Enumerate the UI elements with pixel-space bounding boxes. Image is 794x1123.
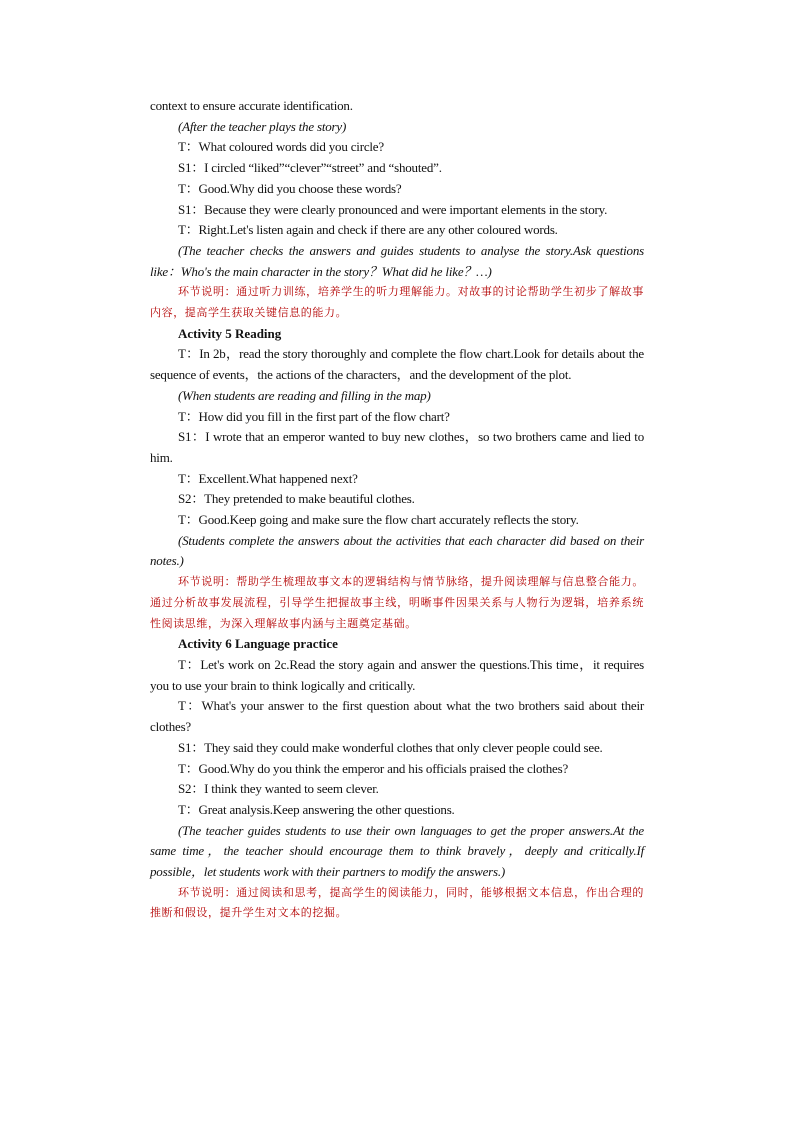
dialogue-line: S1：They said they could make wonderful clothes that only clever people could see. [178,739,603,755]
dialogue-line: T：Good.Why did you choose these words? [178,180,402,196]
dialogue-line: S2：They pretended to make beautiful clothes. [178,491,415,507]
activity-heading: Activity 5 Reading [178,325,282,341]
dialogue-line: T：Good.Keep going and make sure the flow chart accurately reflects the story. [178,512,579,528]
dialogue-line: S1：I wrote that an emperor wanted to buy new clothes，so two brothers came and lied to him. [150,429,644,465]
stage-direction: (Students complete the answers about the activities that each character did based on their notes.) [150,532,644,569]
dialogue-line: S1：Because they were clearly pronounced and were important elements in the story. [178,201,608,217]
stage-direction: (After the teacher plays the story) [178,118,347,134]
section-note: 环节说明：通过阅读和思考，提高学生的阅读能力，同时，能够根据文本信息，作出合理的推断和假设，提升学生对文本的挖掘。 [150,885,644,920]
dialogue-line: T：Right.Let's listen again and check if there are any other coloured words. [178,222,558,238]
dialogue-line: T：Excellent.What happened next? [178,470,358,486]
stage-direction: (The teacher checks the answers and guides students to analyse the story.Ask questions like：Who's the main character in the story？What did he like？…) [150,242,644,279]
dialogue-line: S2：I think they wanted to seem clever. [178,781,379,797]
paragraph: context to ensure accurate identification. [150,98,353,113]
stage-direction: (The teacher guides students to use their own languages to get the proper answers.At the same time，the teacher should encourage them to think bravely，deeply and critically.If possible，let students work with their partners to modify the answers.) [150,822,644,880]
dialogue-line: S1：I circled “liked”“clever”“street” and “shouted”. [178,160,442,176]
dialogue-line: T：Let's work on 2c.Read the story again and answer the questions.This time，it requires you to use your brain to think logically and critically. [150,656,644,693]
section-note: 环节说明：通过听力训练，培养学生的听力理解能力。对故事的讨论帮助学生初步了解故事内容，提高学生获取关键信息的能力。 [150,285,644,320]
dialogue-line: T：In 2b，read the story thoroughly and complete the flow chart.Look for details about the sequence of events，the actions of the characters，and the development of the plot. [150,346,644,383]
dialogue-line: T：How did you fill in the first part of the flow chart? [178,408,450,424]
activity-heading: Activity 6 Language practice [178,636,338,652]
document-page [150,96,644,924]
section-note: 环节说明：帮助学生梳理故事文本的逻辑结构与情节脉络，提升阅读理解与信息整合能力。通过分析故事发展流程，引导学生把握故事主线，明晰事件因果关系与人物行为逻辑，培养系统性阅读思维，为深入理解故事内涵与主题奠定基础。 [150,575,644,630]
stage-direction: (When students are reading and filling in the map) [178,387,431,403]
dialogue-line: T：What coloured words did you circle? [178,139,384,155]
dialogue-line: T：What's your answer to the first question about what the two brothers said about their clothes? [150,698,644,735]
dialogue-line: T：Good.Why do you think the emperor and his officials praised the clothes? [178,760,569,776]
dialogue-line: T：Great analysis.Keep answering the other questions. [178,801,455,817]
